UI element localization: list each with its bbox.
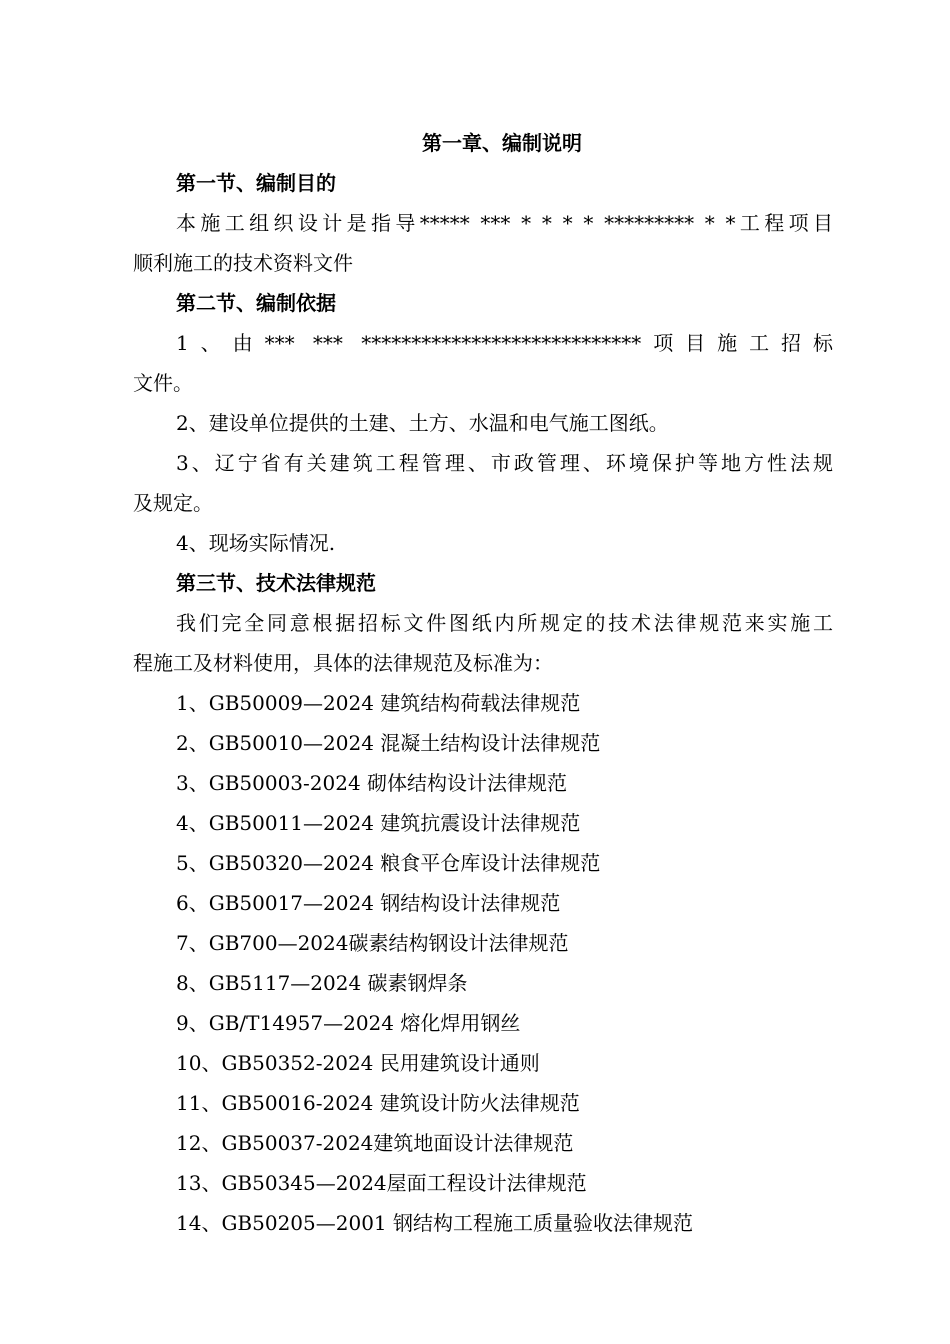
section2-item3-line1: 3、辽宁省有关建筑工程管理、市政管理、环境保护等地方性法规 [176,451,833,475]
section3-heading: 第三节、技术法律规范 [176,571,376,595]
section2-heading: 第二节、编制依据 [176,291,336,315]
standard-item: 12、GB50037-2024建筑地面设计法律规范 [176,1131,574,1155]
standard-item: 5、GB50320—2024 粮食平仓库设计法律规范 [176,851,601,875]
standard-item: 4、GB50011—2024 建筑抗震设计法律规范 [176,811,581,835]
section3-intro-line1: 我们完全同意根据招标文件图纸内所规定的技术法律规范来实施工 [176,611,833,635]
section1-paragraph-line1: 本施工组织设计是指导***** *** * * * * ********* * *工程项目 [176,211,833,235]
standard-item: 13、GB50345—2024屋面工程设计法律规范 [176,1171,587,1195]
standard-item: 8、GB5117—2024 碳素钢焊条 [176,971,468,995]
section2-item4: 4、现场实际情况. [176,531,336,555]
standard-item: 11、GB50016-2024 建筑设计防火法律规范 [176,1091,580,1115]
section2-item1-line2: 文件。 [133,371,193,395]
standard-item: 7、GB700—2024碳素结构钢设计法律规范 [176,931,569,955]
section2-item1-line1: 1、由*** *** ****************************项目施工招标 [176,331,833,355]
chapter-title: 第一章、编制说明 [422,131,582,155]
standard-item: 6、GB50017—2024 钢结构设计法律规范 [176,891,561,915]
standard-item: 10、GB50352-2024 民用建筑设计通则 [176,1051,540,1075]
standard-item: 1、GB50009—2024 建筑结构荷载法律规范 [176,691,581,715]
standard-item: 9、GB/T14957—2024 熔化焊用钢丝 [176,1011,521,1035]
standard-item: 14、GB50205—2001 钢结构工程施工质量验收法律规范 [176,1211,694,1235]
standard-item: 3、GB50003-2024 砌体结构设计法律规范 [176,771,568,795]
document-body [133,167,833,1247]
section1-heading: 第一节、编制目的 [176,171,336,195]
section2-item2: 2、建设单位提供的土建、土方、水温和电气施工图纸。 [176,411,669,435]
standard-item: 2、GB50010—2024 混凝土结构设计法律规范 [176,731,601,755]
section1-paragraph-line2: 顺利施工的技术资料文件 [133,251,353,275]
section2-item3-line2: 及规定。 [133,491,213,515]
section3-intro-line2: 程施工及材料使用，具体的法律规范及标准为： [133,651,553,675]
